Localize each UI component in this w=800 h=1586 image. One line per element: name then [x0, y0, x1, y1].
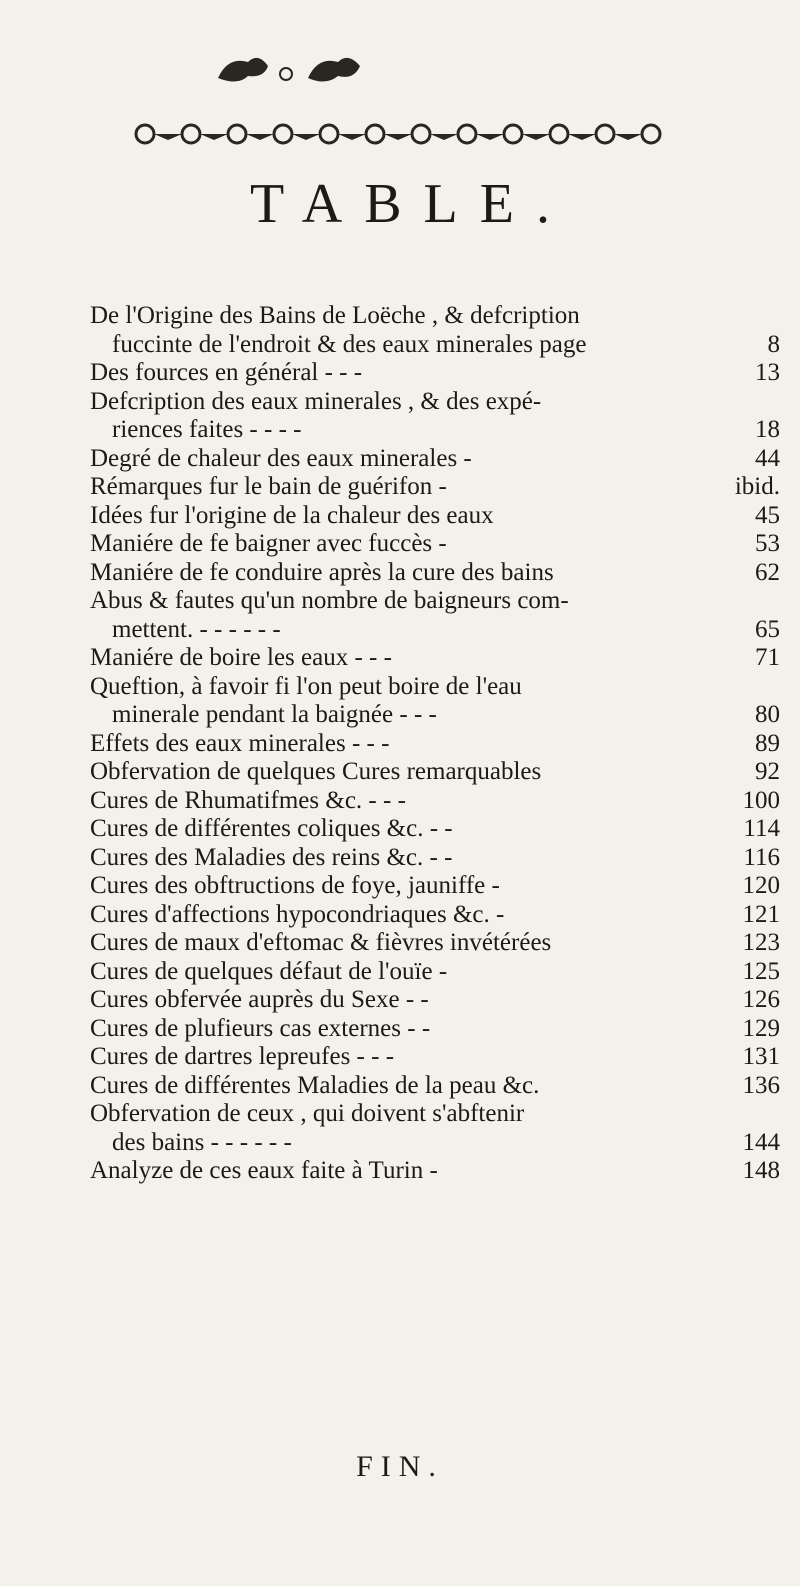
toc-entry-page: 65	[755, 615, 780, 643]
toc-entry	[90, 901, 780, 930]
toc-entry-text: Cures de différentes coliques &c. - -	[90, 815, 453, 842]
toc-entry	[90, 388, 780, 417]
toc-entry-text: Analyze de ces eaux faite à Turin -	[90, 1157, 438, 1184]
toc-entry	[90, 502, 780, 531]
toc-entry-page: 13	[755, 359, 780, 386]
toc-entry-page: 100	[742, 786, 780, 814]
toc-entry-text: Cures d'affections hypocondriaques &c. -	[90, 900, 505, 928]
toc-entry-page: 114	[743, 815, 780, 842]
flower-ornament-icon	[198, 48, 378, 92]
toc-entry-page: 129	[742, 1014, 780, 1042]
toc-entry	[90, 986, 780, 1015]
toc-entry	[90, 559, 780, 588]
toc-entry-page: 136	[742, 1071, 780, 1099]
toc-entry-text: des bains - - - - - -	[112, 1128, 292, 1156]
toc-entry	[90, 530, 780, 559]
toc-entry	[90, 1015, 780, 1044]
toc-entry-text: Degré de chaleur des eaux minerales -	[90, 444, 472, 472]
toc-entry	[90, 416, 780, 445]
toc-entry-text: riences faites - - - -	[112, 416, 302, 443]
toc-entry-page: 144	[742, 1128, 780, 1156]
toc-entry	[90, 673, 780, 702]
toc-entry-text: Abus & fautes qu'un nombre de baigneurs com-	[90, 587, 569, 614]
toc-entry-page: 116	[743, 843, 780, 871]
toc-entry-page: 148	[742, 1157, 780, 1184]
toc-entry	[90, 1072, 780, 1101]
toc-entry-page: 8	[767, 330, 780, 358]
toc-entry-text: Queftion, à favoir fi l'on peut boire de l'eau	[90, 672, 522, 700]
toc-entry-text: Maniére de boire les eaux - - -	[90, 644, 392, 671]
toc-entry-page: ibid.	[734, 473, 780, 500]
toc-entry-text: Cures des obftructions de foye, jauniffe -	[90, 872, 500, 899]
toc-entry-text: Cures de différentes Maladies de la peau &c.	[90, 1071, 540, 1099]
toc-entry-page: 45	[755, 501, 780, 529]
toc-entry	[90, 644, 780, 673]
toc-entry	[90, 1043, 780, 1072]
toc-entry-page: 80	[755, 701, 780, 728]
page-title: TABLE.	[250, 173, 572, 235]
toc-entry	[90, 730, 780, 759]
toc-entry-text: Obfervation de ceux , qui doivent s'abftenir	[90, 1100, 525, 1127]
toc-entry	[90, 787, 780, 816]
toc-entry	[90, 1100, 780, 1129]
toc-entry-page: 123	[742, 929, 780, 956]
toc-entry	[90, 929, 780, 958]
toc-entry-page: 126	[742, 986, 780, 1013]
toc-entry	[90, 1129, 780, 1158]
toc-entry	[90, 616, 780, 645]
toc-entry-text: Cures de quelques défaut de l'ouïe -	[90, 957, 448, 985]
toc-entry-text: Des fources en général - - -	[90, 359, 363, 386]
toc-entry-page: 62	[755, 558, 780, 586]
toc-entry-text: De l'Origine des Bains de Loëche , & defcription	[90, 302, 580, 329]
toc-entry-page: 71	[755, 644, 780, 671]
toc-entry-page: 18	[755, 416, 780, 443]
toc-entry-page: 120	[742, 872, 780, 899]
toc-entry	[90, 359, 780, 388]
toc-entry-text: Idées fur l'origine de la chaleur des eaux	[90, 501, 494, 529]
toc-entry-text: Maniére de fe baigner avec fuccès -	[90, 530, 447, 557]
toc-entry	[90, 844, 780, 873]
table-of-contents	[90, 302, 780, 1186]
toc-entry-text: Cures des Maladies des reins &c. - -	[90, 843, 453, 871]
toc-entry-text: Cures de dartres lepreufes - - -	[90, 1043, 395, 1070]
toc-entry-page: 44	[755, 444, 780, 472]
toc-entry-page: 92	[755, 758, 780, 785]
toc-entry-text: Cures de maux d'eftomac & fièvres invétérées	[90, 929, 552, 956]
end-mark: FIN.	[356, 1450, 444, 1483]
toc-entry-text: Defcription des eaux minerales , & des expé-	[90, 387, 542, 415]
toc-entry-text: Rémarques fur le bain de guérifon -	[90, 473, 447, 500]
toc-entry-page: 131	[742, 1043, 780, 1070]
toc-entry	[90, 1157, 780, 1186]
toc-entry	[90, 302, 780, 331]
toc-entry-text: Effets des eaux minerales - - -	[90, 729, 390, 757]
toc-entry	[90, 872, 780, 901]
toc-entry-page: 121	[742, 900, 780, 928]
toc-entry-text: Cures de plufieurs cas externes - -	[90, 1014, 431, 1042]
toc-entry	[90, 701, 780, 730]
toc-entry-text: minerale pendant la baignée - - -	[112, 701, 437, 728]
chain-ornament-icon	[125, 112, 675, 156]
toc-entry	[90, 473, 780, 502]
toc-entry-page: 53	[755, 530, 780, 557]
toc-entry	[90, 815, 780, 844]
toc-entry-text: Cures obfervée auprès du Sexe - -	[90, 986, 429, 1013]
toc-entry	[90, 958, 780, 987]
toc-entry	[90, 331, 780, 360]
toc-entry	[90, 445, 780, 474]
toc-entry-text: Obfervation de quelques Cures remarquables	[90, 758, 542, 785]
toc-entry-text: mettent. - - - - - -	[112, 615, 281, 643]
toc-entry	[90, 587, 780, 616]
toc-entry-text: fuccinte de l'endroit & des eaux minerales page	[112, 330, 587, 358]
toc-entry-text: Cures de Rhumatifmes &c. - - -	[90, 786, 406, 814]
toc-entry-page: 125	[742, 957, 780, 985]
toc-entry	[90, 758, 780, 787]
toc-entry-text: Maniére de fe conduire après la cure des bains	[90, 558, 554, 586]
toc-entry-page: 89	[755, 729, 780, 757]
